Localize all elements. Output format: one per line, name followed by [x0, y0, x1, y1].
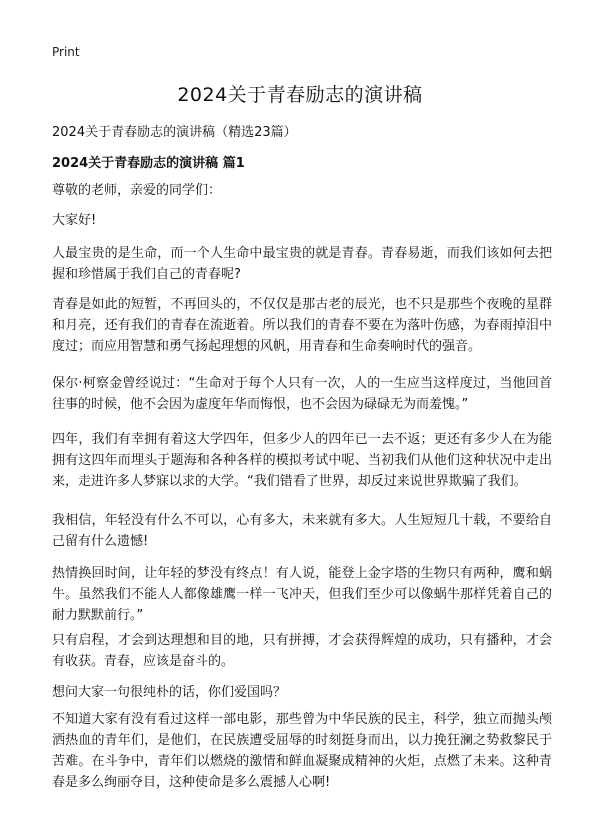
section-heading: 2024关于青春励志的演讲稿 篇1 [52, 156, 245, 171]
page-title: 2024关于青春励志的演讲稿 [177, 84, 423, 106]
body-paragraph: 不知道大家有没有看过这样一部电影，那些曾为中华民族的民主，科学，独立而抛头颅洒热血的青年们，是他们，在民族遭受屈辱的时刻挺身而出，以力挽狂澜之势救黎民于苦难。在斗争中，青年们以燃烧的激情和鲜血凝聚成精神的火炬，点燃了未来。这种青春是多么绚丽夺目，这种使命是多么震撼人心啊! [52, 712, 552, 790]
print-link[interactable]: Print [52, 45, 80, 59]
greeting-paragraph: 尊敬的老师，亲爱的同学们： [52, 183, 222, 198]
hello-paragraph: 大家好! [52, 213, 97, 228]
body-paragraph: 我相信，年轻没有什么不可以，心有多大，未来就有多大。人生短短几十载，不要给自己留有什么遗憾! [52, 513, 552, 549]
body-paragraph: 只有启程，才会到达理想和目的地，只有拼搏，才会获得辉煌的成功，只有播种，才会有收获。青春，应该是奋斗的。 [52, 633, 552, 669]
quote-paragraph: 保尔·柯察金曾经说过：“生命对于每个人只有一次，人的一生应当这样度过，当他回首往事的时候，他不会因为虚度年华而悔恨，也不会因为碌碌无为而羞愧。” [52, 376, 552, 412]
body-paragraph: 人最宝贵的是生命，而一个人生命中最宝贵的就是青春。青春易逝，而我们该如何去把握和珍惜属于我们自己的青春呢? [52, 246, 552, 282]
body-paragraph: 青春是如此的短暂，不再回头的，不仅仅是那古老的辰光，也不只是那些个夜晚的星群和月亮，还有我们的青春在流逝着。所以我们的青春不要在为落叶伤感，为春雨掉泪中度过；而应用智慧和勇气扬起理想的风帆，用青春和生命奏响时代的强音。 [52, 297, 552, 354]
document-subtitle: 2024关于青春励志的演讲稿（精选23篇） [52, 125, 297, 140]
body-paragraph: 四年，我们有幸拥有着这大学四年，但多少人的四年已一去不返；更还有多少人在为能拥有这四年而埋头于题海和各种各样的模拟考试中呢、当初我们从他们这种状况中走出来，走进许多人梦寐以求的大学。“我们错看了世界，却反过来说世界欺骗了我们。 [52, 432, 552, 489]
body-paragraph: 热情换回时间，让年轻的梦没有终点！有人说，能登上金字塔的生物只有两种，鹰和蜗牛。虽然我们不能人人都像雄鹰一样一飞冲天，但我们至少可以像蜗牛那样凭着自己的耐力默默前行。” [52, 566, 552, 623]
question-paragraph: 想问大家一句很纯朴的话，你们爱国吗？ [52, 685, 287, 700]
